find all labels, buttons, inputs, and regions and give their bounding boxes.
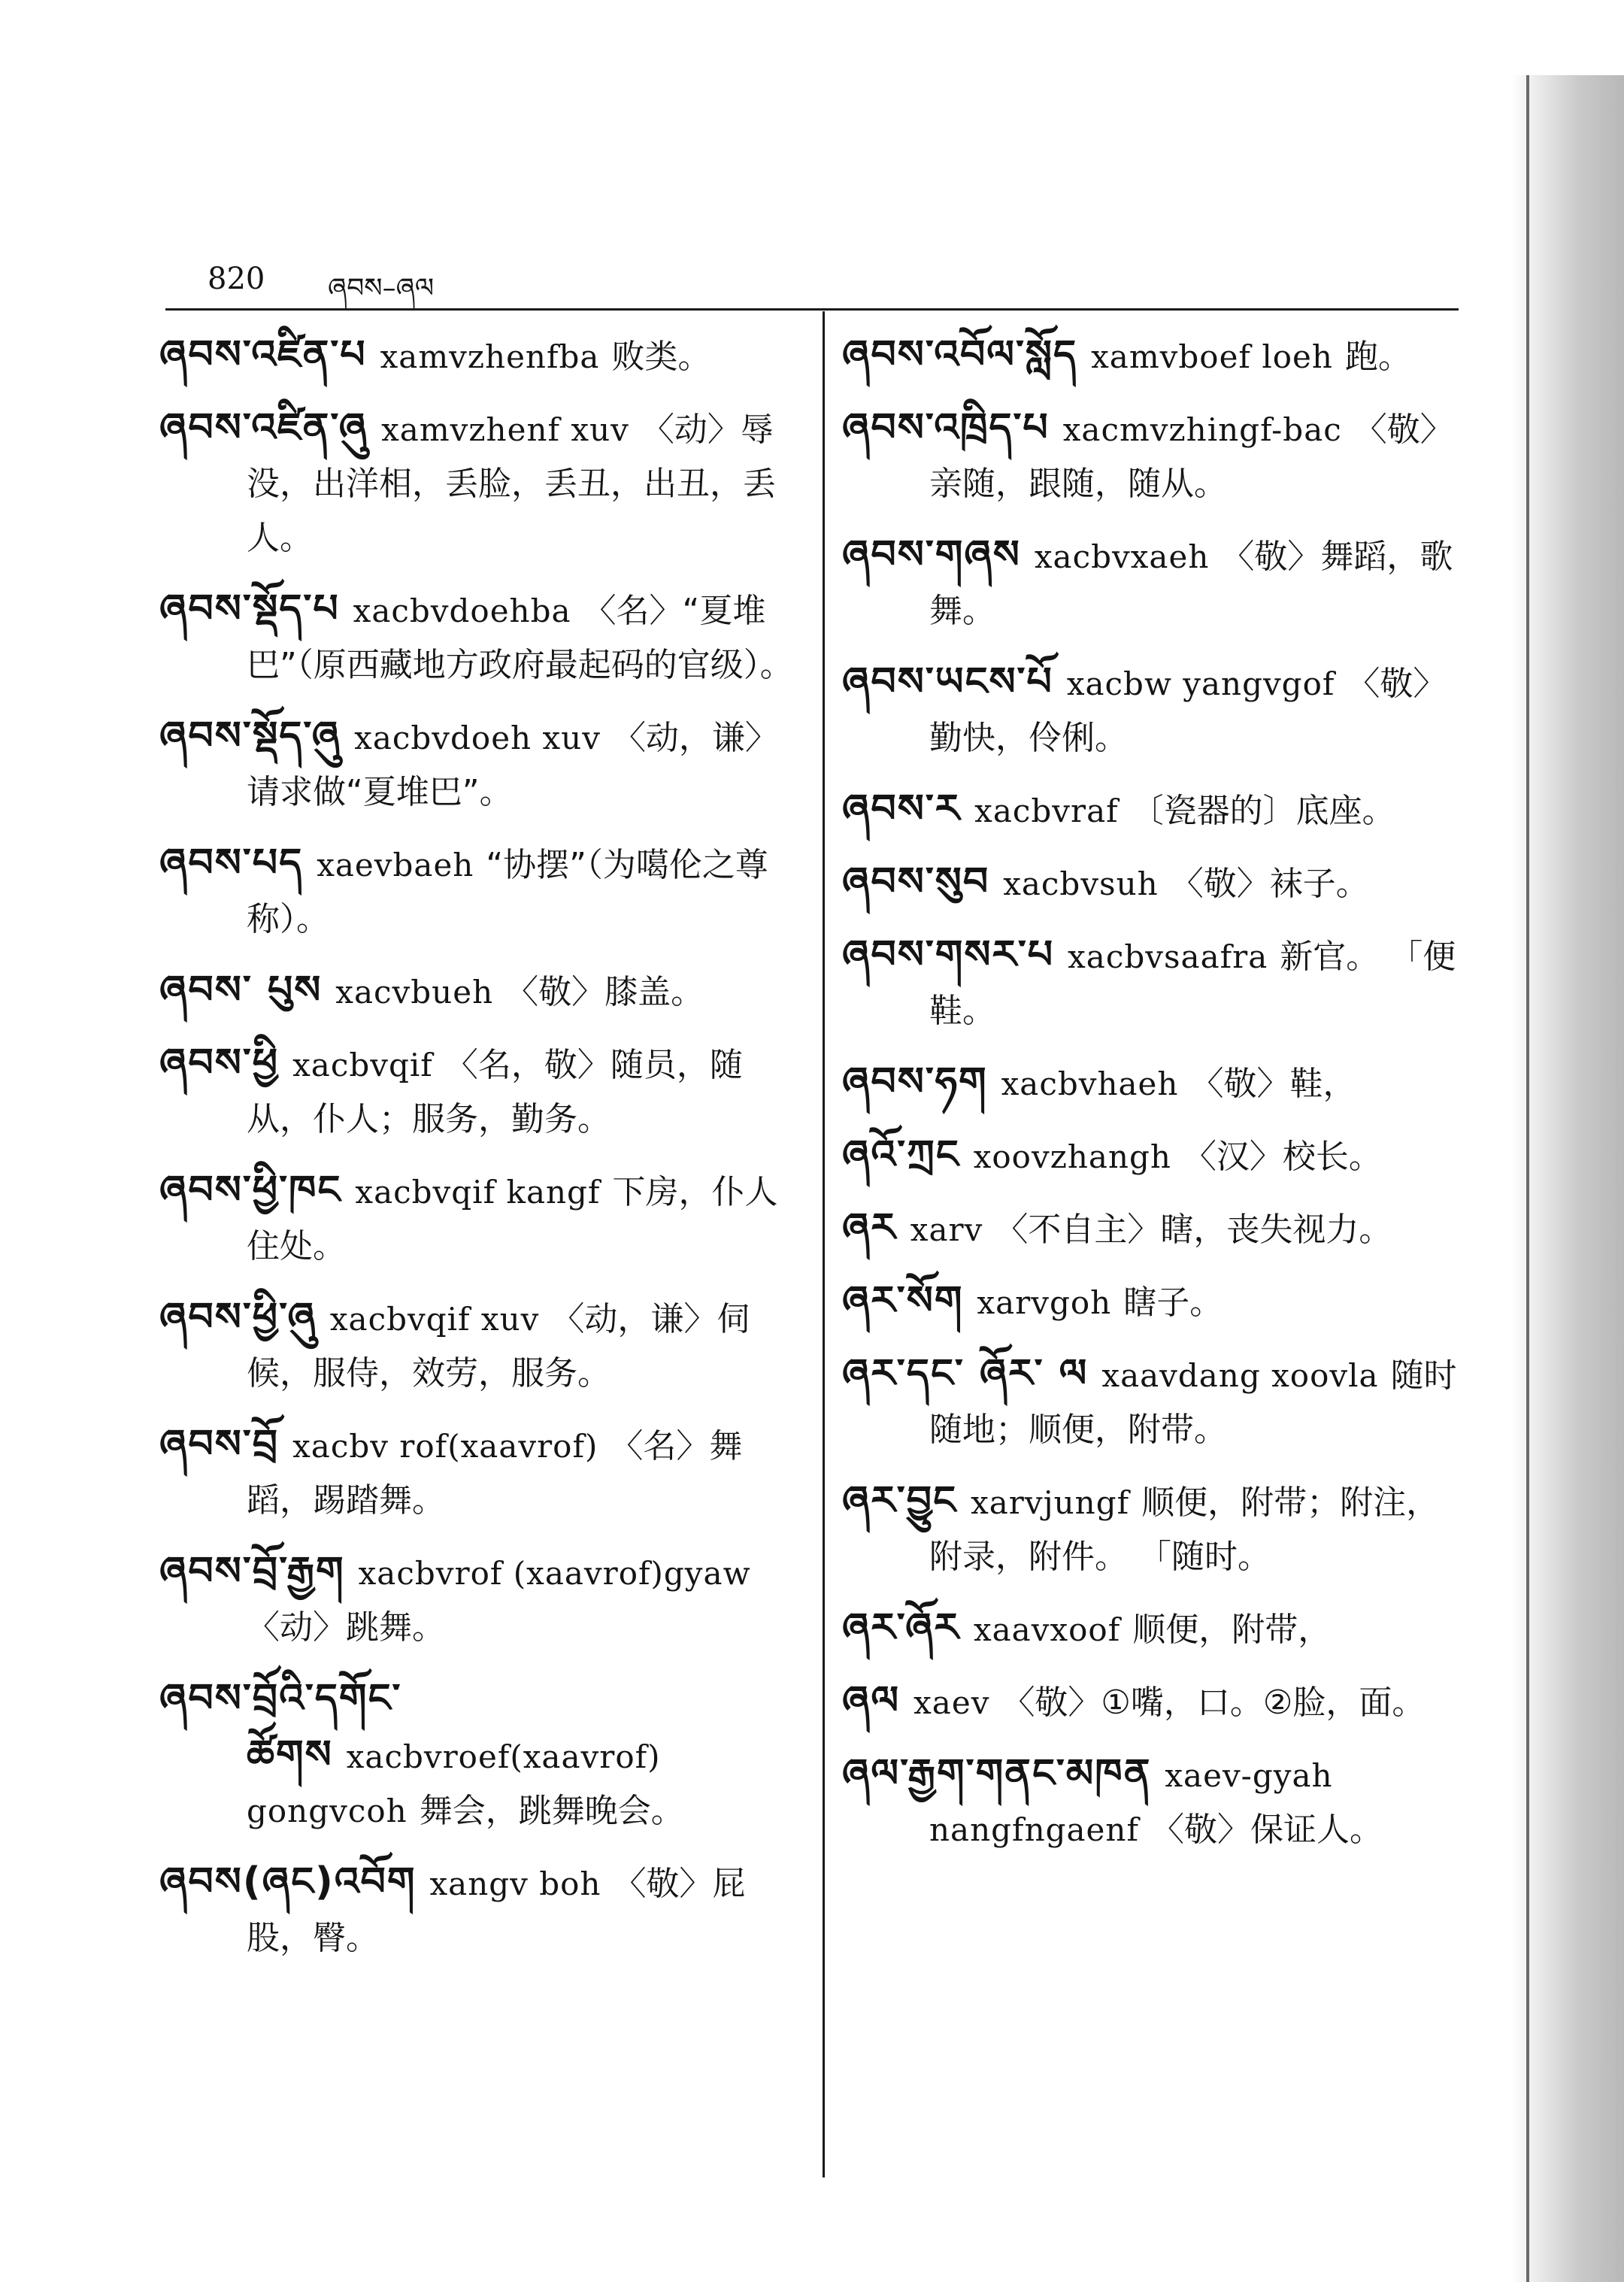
entry-phonetic: xaavdang xoovla bbox=[1101, 1357, 1379, 1394]
entry-phonetic: xacbvdoehba bbox=[353, 592, 571, 629]
entry-headword: ཞར bbox=[842, 1205, 897, 1250]
entry-definition: 下房，仆人住处。 bbox=[247, 1173, 778, 1265]
entry-definition: 〈敬〉舞蹈，歌舞。 bbox=[929, 538, 1453, 630]
entry-phonetic: xarvgoh bbox=[977, 1284, 1112, 1321]
dictionary-entry bbox=[159, 836, 798, 947]
dictionary-entry bbox=[159, 1855, 798, 1965]
entry-phonetic: xangv boh bbox=[429, 1865, 601, 1902]
entry-phonetic: xacmvzhingf-bac bbox=[1062, 411, 1342, 448]
entry-headword: ཞབས་འཛིན་ཞུ bbox=[159, 405, 368, 450]
entry-definition: 跑。 bbox=[1344, 338, 1411, 376]
entry-definition: 瞎子。 bbox=[1123, 1283, 1223, 1322]
entry-definition: 〈不自主〉瞎，丧失视力。 bbox=[995, 1211, 1392, 1249]
entry-phonetic: xamvboef loeh bbox=[1091, 338, 1333, 375]
entry-definition: 〈动，谦〉请求做“夏堆巴”。 bbox=[247, 719, 778, 811]
entry-phonetic: xacbvroef(xaavrof) gongvcoh bbox=[247, 1738, 661, 1829]
entry-headword: ཞལ bbox=[842, 1678, 901, 1723]
dictionary-entry bbox=[159, 1417, 798, 1528]
entry-headword: ཞབས་སྡོད་ཞུ bbox=[159, 714, 341, 759]
entry-phonetic: xamvzhenf xuv bbox=[381, 411, 629, 448]
dictionary-entry bbox=[159, 709, 798, 820]
entry-phonetic: xacbvqif kangf bbox=[355, 1174, 601, 1211]
entry-definition: 〈动，谦〉伺候，服侍，效劳，服务。 bbox=[247, 1300, 750, 1393]
entry-headword: ཞབས་གསར་པ bbox=[842, 932, 1055, 977]
left-column bbox=[159, 328, 798, 1982]
entry-definition: 新官。 「便鞋。 bbox=[929, 938, 1456, 1030]
dictionary-entry bbox=[159, 328, 798, 384]
entry-headword: ཞབས་འཁྲིད་པ bbox=[842, 405, 1050, 450]
entry-definition: 〈名〉“夏堆巴”（原西藏地方政府最起码的官级）。 bbox=[247, 592, 793, 684]
entry-definition: 败类。 bbox=[611, 338, 711, 376]
dictionary-entry bbox=[842, 1128, 1466, 1184]
entry-definition: 〈动〉跳舞。 bbox=[247, 1608, 445, 1647]
column-divider bbox=[823, 311, 825, 2177]
entry-headword: ཞབས་ པུས bbox=[159, 968, 323, 1013]
entry-headword: ཞབས་སྡོད་པ bbox=[159, 586, 340, 632]
entry-headword: ཞབས(ཞང)འབོག bbox=[159, 1859, 417, 1905]
entry-headword: ཞབས་ཕྱི bbox=[159, 1041, 280, 1086]
running-head: ཞབས–ཞལ bbox=[328, 273, 435, 304]
dictionary-entry bbox=[842, 1747, 1466, 1857]
entry-headword: ཞབས་ཕྱི་ཞུ bbox=[159, 1295, 317, 1340]
entry-definition: 随时随地；顺便，附带。 bbox=[929, 1356, 1457, 1449]
dictionary-entry bbox=[842, 782, 1466, 838]
entry-definition: 〈敬〉①嘴，口。②脸，面。 bbox=[1001, 1683, 1426, 1722]
dictionary-entry bbox=[159, 1036, 798, 1147]
dictionary-entry bbox=[842, 1347, 1466, 1457]
dictionary-entry bbox=[159, 1544, 798, 1655]
entry-phonetic: xarv bbox=[910, 1211, 983, 1248]
entry-headword: ཞབས་ཕྱི་ཁང bbox=[159, 1168, 342, 1213]
entry-phonetic: xaev bbox=[914, 1684, 990, 1721]
entry-headword: ཞབས་སུབ bbox=[842, 859, 990, 905]
entry-phonetic: xoovzhangh bbox=[973, 1138, 1171, 1175]
dictionary-entry bbox=[842, 1055, 1466, 1111]
page-edge-line bbox=[1526, 75, 1529, 2282]
dictionary-entry bbox=[842, 1201, 1466, 1257]
entry-phonetic: xacbvqif xuv bbox=[329, 1301, 540, 1338]
dictionary-entry bbox=[842, 328, 1466, 384]
entry-headword: ཞར་བྱུང bbox=[842, 1478, 958, 1523]
entry-definition: 〔瓷器的〕底座。 bbox=[1130, 792, 1395, 830]
entry-headword: ཞབས་འཛིན་པ bbox=[159, 332, 367, 377]
entry-definition: “协摆”（为噶伦之尊称）。 bbox=[247, 846, 768, 938]
entry-definition: 〈动〉辱没，出洋相，丢脸，丢丑，出丑，丢人。 bbox=[247, 411, 776, 557]
entry-definition: 〈名，敬〉随员，随从，仆人；服务，勤务。 bbox=[247, 1046, 743, 1138]
entry-definition: 〈敬〉屁股，臀。 bbox=[247, 1865, 746, 1957]
entry-phonetic: xarvjungf bbox=[971, 1484, 1130, 1521]
entry-headword: ཞབས་ཧག bbox=[842, 1059, 988, 1105]
entry-definition: 〈敬〉亲随，跟随，随从。 bbox=[929, 411, 1453, 503]
entry-phonetic: xacbvsuh bbox=[1003, 865, 1159, 902]
entry-headword: ཞར་དང་ ཞོར་ ལ bbox=[842, 1351, 1089, 1396]
dictionary-entry bbox=[842, 401, 1466, 511]
entry-phonetic: xamvzhenfba bbox=[380, 338, 600, 375]
dictionary-entry bbox=[842, 855, 1466, 911]
entry-phonetic: xacvbueh bbox=[335, 974, 494, 1011]
entry-headword: ཞབས་པད bbox=[159, 841, 304, 886]
entry-definition: 〈敬〉膝盖。 bbox=[505, 973, 704, 1011]
dictionary-entry bbox=[159, 1163, 798, 1274]
entry-headword: ཞབས་བྲོ་རྒྱག bbox=[159, 1549, 345, 1594]
entry-phonetic: xacbvdoeh xuv bbox=[354, 720, 601, 756]
entry-headword: ཞབས་བྲོ bbox=[159, 1422, 280, 1467]
entry-headword: ཞབས་འབོལ་སློད bbox=[842, 332, 1078, 377]
right-column bbox=[842, 328, 1466, 1874]
entry-definition: 顺便，附带；附注，附录，附件。 「随时。 bbox=[929, 1483, 1440, 1576]
entry-definition: 〈汉〉校长。 bbox=[1183, 1138, 1382, 1176]
entry-phonetic: xacbvraf bbox=[974, 792, 1119, 829]
entry-headword: ཞབས་བྲོའི་དགོང་ཚོགས bbox=[159, 1676, 402, 1777]
header-rule bbox=[165, 308, 1459, 311]
entry-definition: 〈名〉舞蹈，踢踏舞。 bbox=[247, 1427, 743, 1520]
entry-headword: ཞར་ཞོར bbox=[842, 1605, 960, 1650]
entry-definition: 〈敬〉勤快，伶俐。 bbox=[929, 665, 1447, 757]
entry-phonetic: xacbw yangvgof bbox=[1066, 665, 1335, 702]
entry-phonetic: xaev-gyah nangfngaenf bbox=[929, 1757, 1333, 1848]
dictionary-entry bbox=[159, 963, 798, 1020]
entry-headword: ཞལ་རྒྱག་གནང་མཁན bbox=[842, 1751, 1152, 1796]
entry-phonetic: xaevbaeh bbox=[317, 847, 474, 883]
dictionary-entry bbox=[159, 1671, 798, 1838]
page-number: 820 bbox=[208, 262, 265, 296]
dictionary-entry bbox=[842, 528, 1466, 638]
entry-headword: ཞའོ་ཀྲང bbox=[842, 1132, 960, 1177]
dictionary-entry bbox=[842, 1474, 1466, 1584]
dictionary-entry bbox=[842, 1601, 1466, 1657]
dictionary-entry bbox=[842, 928, 1466, 1038]
entry-phonetic: xacbvqif bbox=[292, 1047, 433, 1083]
entry-headword: ཞབས་ར bbox=[842, 786, 962, 832]
dictionary-entry bbox=[842, 1674, 1466, 1730]
dictionary-entry bbox=[842, 1274, 1466, 1330]
entry-headword: ཞར་སོག bbox=[842, 1278, 964, 1323]
entry-phonetic: xacbvrof (xaavrof)gyaw bbox=[358, 1555, 751, 1592]
entry-headword: ཞབས་ཡངས་པོ bbox=[842, 659, 1053, 705]
entry-phonetic: xacbvxaeh bbox=[1034, 538, 1210, 575]
dictionary-entry bbox=[842, 655, 1466, 765]
entry-definition: 顺便，附带， bbox=[1132, 1611, 1332, 1649]
dictionary-entry bbox=[159, 401, 798, 565]
dictionary-entry bbox=[159, 582, 798, 692]
entry-headword: ཞབས་གཞས bbox=[842, 532, 1021, 577]
entry-definition: 舞会，跳舞晚会。 bbox=[419, 1792, 684, 1830]
entry-phonetic: xaavxoof bbox=[973, 1611, 1121, 1648]
entry-definition: 〈敬〉鞋， bbox=[1190, 1065, 1356, 1103]
entry-phonetic: xacbvhaeh bbox=[1001, 1065, 1179, 1102]
entry-phonetic: xacbvsaafra bbox=[1068, 938, 1268, 975]
dictionary-entry bbox=[159, 1290, 798, 1401]
entry-phonetic: xacbv rof(xaavrof) bbox=[292, 1428, 598, 1465]
entry-definition: 〈敬〉保证人。 bbox=[1151, 1811, 1383, 1849]
entry-definition: 〈敬〉袜子。 bbox=[1170, 865, 1369, 903]
